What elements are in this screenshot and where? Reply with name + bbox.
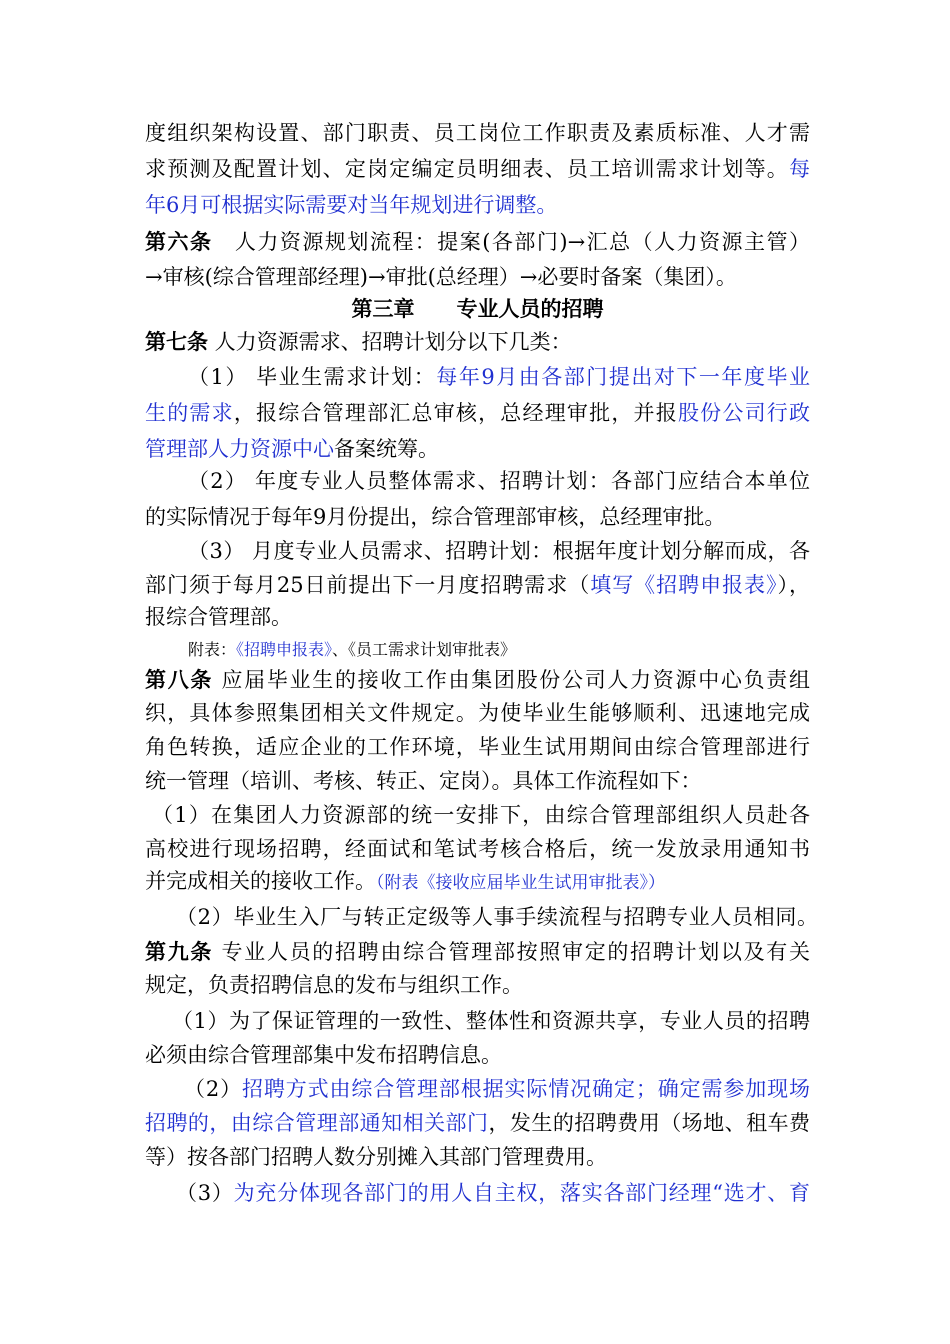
text-line: 的实际情况于每年9月份提出，综合管理部审核，总经理审批。: [145, 505, 726, 529]
list-item: （1）在集团人力资源部的统一安排下，由综合管理部组织人员赴各: [152, 803, 810, 827]
chapter-heading: 第三章 专业人员的招聘: [351, 296, 604, 321]
article-9: 第九条 专业人员的招聘由综合管理部按照审定的招聘计划以及有关: [145, 939, 810, 964]
text-line: 求预测及配置计划、定岗定编定员明细表、员工培训需求计划等。每: [145, 157, 810, 181]
text-line: 报综合管理部。: [145, 605, 292, 629]
text-line: 织，具体参照集团相关文件规定。为使毕业生能够顺利、迅速地完成: [145, 701, 810, 725]
list-item: （2） 年度专业人员整体需求、招聘计划：各部门应结合本单位: [188, 469, 810, 493]
text-line: 招聘的，由综合管理部通知相关部门，发生的招聘费用（场地、租车费: [145, 1111, 811, 1135]
text-line: 必须由综合管理部集中发布招聘信息。: [145, 1043, 502, 1067]
text-line: 角色转换，适应企业的工作环境，毕业生试用期间由综合管理部进行: [145, 735, 810, 759]
text-line: 规定，负责招聘信息的发布与组织工作。: [145, 973, 523, 997]
text-line: 年6月可根据实际需要对当年规划进行调整。: [145, 193, 558, 217]
list-item: （1） 毕业生需求计划：每年9月由各部门提出对下一年度毕业: [188, 365, 810, 389]
text-line: 生的需求，报综合管理部汇总审核，总经理审批，并报股份公司行政: [145, 401, 811, 425]
text-line: 统一管理（培训、考核、转正、定岗）。具体工作流程如下：: [145, 769, 702, 793]
list-item: （1）为了保证管理的一致性、整体性和资源共享，专业人员的招聘: [172, 1009, 810, 1033]
text-line: 管理部人力资源中心备案统筹。: [145, 437, 439, 461]
article-8: 第八条 应届毕业生的接收工作由集团股份公司人力资源中心负责组: [145, 667, 810, 692]
article-7: 第七条 人力资源需求、招聘计划分以下几类：: [145, 329, 572, 354]
text-line: →审核(综合管理部经理)→审批(总经理）→必要时备案（集团）。: [145, 265, 737, 289]
attachment-note: 附表：《招聘申报表》、《员工需求计划审批表》: [188, 640, 517, 659]
text-line: 度组织架构设置、部门职责、员工岗位工作职责及素质标准、人才需: [145, 121, 810, 145]
list-item: （3） 月度专业人员需求、招聘计划：根据年度计划分解而成，各: [188, 539, 810, 563]
text-line: 部门须于每月25日前提出下一月度招聘需求（填写《招聘申报表》），: [145, 573, 810, 597]
text-line: 高校进行现场招聘，经面试和笔试考核合格后，统一发放录用通知书: [145, 837, 810, 861]
list-item: （2）毕业生入厂与转正定级等人事手续流程与招聘专业人员相同。: [176, 905, 818, 929]
article-6: 第六条 人力资源规划流程：提案(各部门)→汇总（人力资源主管）: [145, 229, 810, 254]
text-line: 并完成相关的接收工作。（附表《接收应届毕业生试用审批表》）: [145, 869, 665, 893]
list-item: （2）招聘方式由综合管理部根据实际情况确定；确定需参加现场: [184, 1077, 810, 1101]
text-line: 等）按各部门招聘人数分别摊入其部门管理费用。: [145, 1145, 607, 1169]
list-item: （3）为充分体现各部门的用人自主权，落实各部门经理“选才、育: [176, 1181, 811, 1205]
